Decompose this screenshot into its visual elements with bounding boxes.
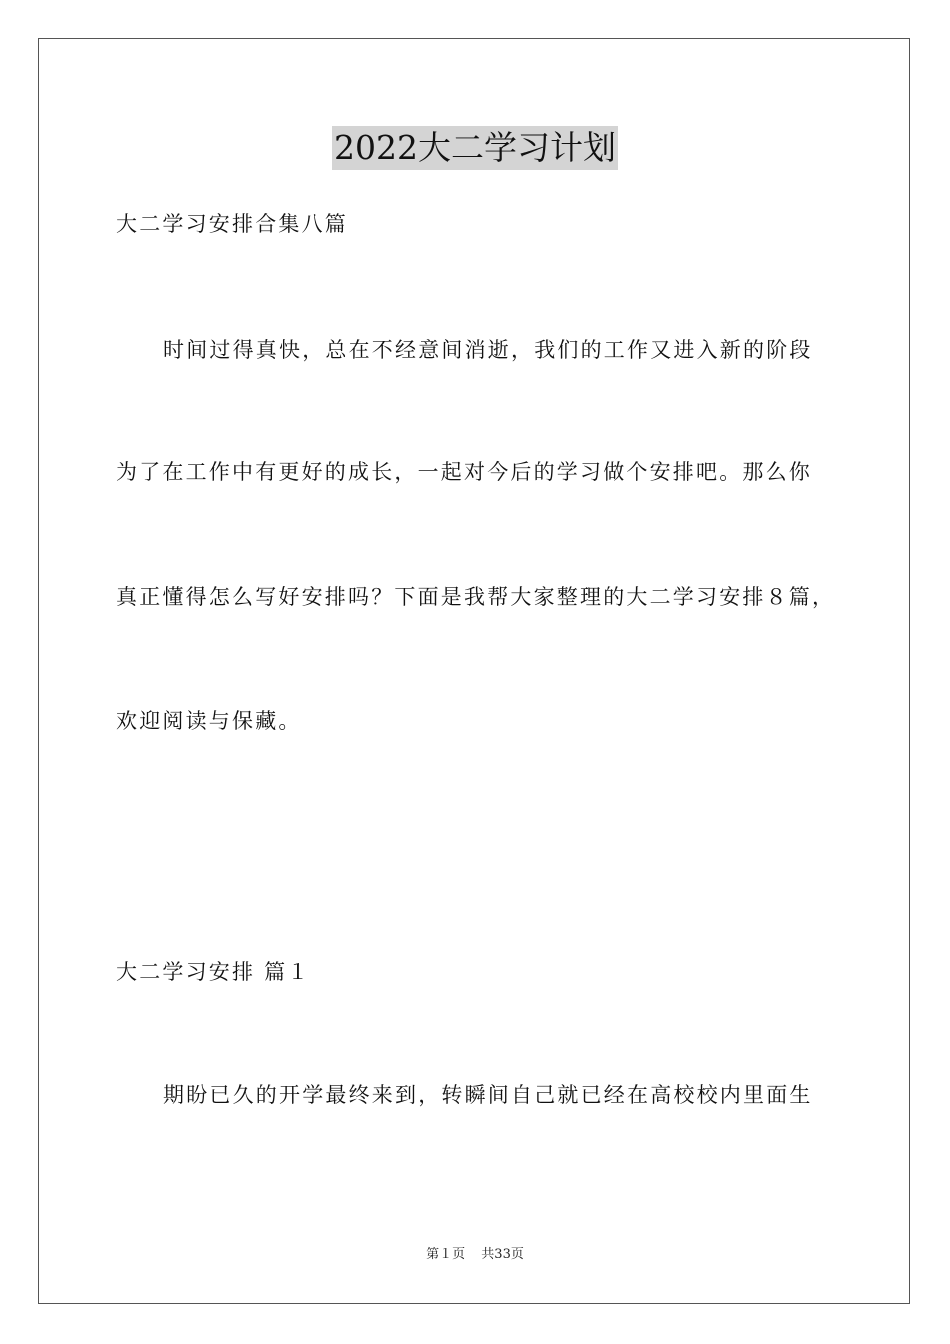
section-line-1: 期盼已久的开学最终来到，转瞬间自己就已经在高校校内里面生 (163, 1083, 813, 1107)
intro-line-2: 为了在工作中有更好的成长，一起对今后的学习做个安排吧。那么你 (116, 460, 812, 484)
subtitle: 大二学习安排合集八篇 (116, 212, 348, 236)
intro-line-3: 真正懂得怎么写好安排吗？下面是我帮大家整理的大二学习安排８篇， (116, 585, 836, 609)
intro-line-1: 时间过得真快，总在不经意间消逝，我们的工作又进入新的阶段 (163, 338, 813, 362)
document-title: 2022大二学习计划 (332, 126, 618, 170)
title-container (0, 126, 950, 170)
intro-line-4: 欢迎阅读与保藏。 (116, 709, 302, 733)
page-total: 共33页 (481, 1247, 524, 1262)
page-number: 第１页 (426, 1247, 466, 1262)
page-footer (0, 1246, 950, 1264)
section-heading: 大二学习安排 篇１ (116, 960, 311, 984)
